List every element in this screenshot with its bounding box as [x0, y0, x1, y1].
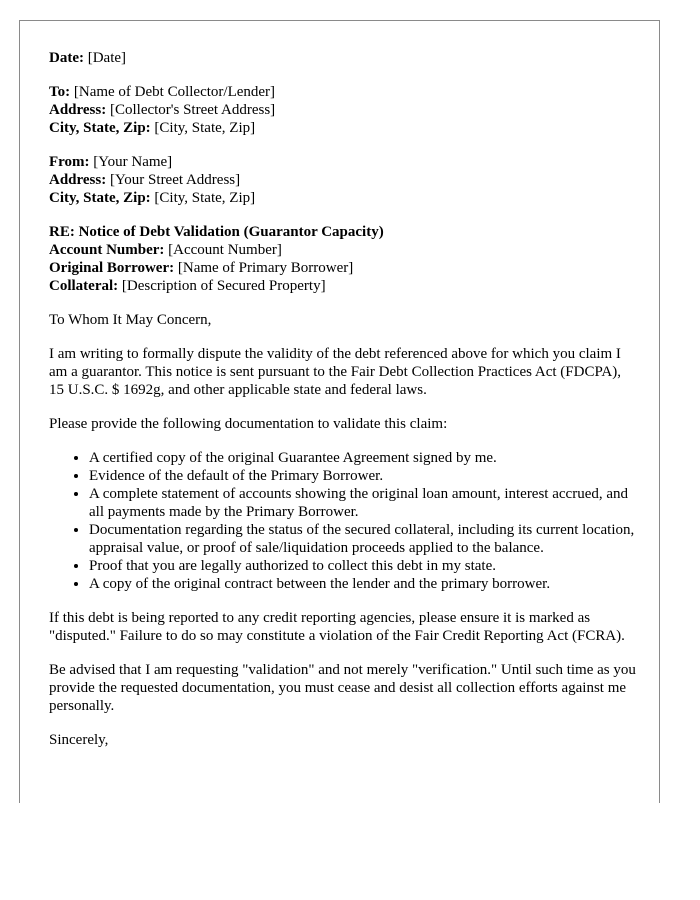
documentation-list: [49, 449, 639, 593]
date-value: [Date]: [83, 50, 127, 66]
request-intro-paragraph: Please provide the following documentation to validate this claim:: [49, 416, 448, 432]
credit-reporting-paragraph: If this debt is being reported to any credit reporting agencies, please ensure it is marked as "disputed." Failure to do so may constitute a violation of the Fair Credit Reporting Act (FCRA).: [49, 610, 625, 644]
from-csz-line: [49, 189, 639, 207]
reference-block: [49, 223, 639, 295]
to-address-value: [Collector's Street Address]: [106, 102, 276, 118]
date-block: [49, 49, 639, 67]
borrower-label: Original Borrower:: [49, 260, 175, 276]
closing: Sincerely,: [49, 732, 109, 748]
to-value: [Name of Debt Collector/Lender]: [70, 84, 276, 100]
recipient-block: [49, 83, 639, 137]
collateral-label: Collateral:: [49, 278, 119, 294]
dispute-paragraph: I am writing to formally dispute the validity of the debt referenced above for which you claim I am a guarantor. This notice is sent pursuant to the Fair Debt Collection Practices Act (FDCPA), 15 U.S.C. $ 1692g, and other applicable state and federal laws.: [49, 346, 621, 398]
sender-block: [49, 153, 639, 207]
collateral-value: [Description of Secured Property]: [118, 278, 326, 294]
list-item: • Documentation regarding the status of the secured collateral, including its current location, appraisal value, or proof of sale/liquidation proceeds applied to the balance.: [89, 521, 639, 557]
to-address-label: Address:: [49, 102, 107, 118]
list-item: • Proof that you are legally authorized to collect this debt in my state.: [89, 557, 639, 575]
list-item: • A copy of the original contract between the lender and the primary borrower.: [89, 575, 639, 593]
re-line: [49, 223, 639, 241]
from-csz-value: [City, State, Zip]: [150, 190, 256, 206]
from-line: [49, 153, 639, 171]
list-item: • Evidence of the default of the Primary Borrower.: [89, 467, 639, 485]
letter-content: [49, 49, 639, 765]
letter-page: [19, 20, 660, 803]
from-address-line: [49, 171, 639, 189]
re-label: RE: Notice of Debt Validation (Guarantor Capacity): [49, 224, 384, 240]
to-line: [49, 83, 639, 101]
borrower-value: [Name of Primary Borrower]: [174, 260, 354, 276]
account-label: Account Number:: [49, 242, 165, 258]
account-line: [49, 241, 639, 259]
list-item: • A complete statement of accounts showing the original loan amount, interest accrued, and all payments made by the Primary Borrower.: [89, 485, 639, 521]
date-line: [49, 49, 639, 67]
cease-desist-paragraph: Be advised that I am requesting "validation" and not merely "verification." Until such time as you provide the requested documentation, you must cease and desist all collection efforts against me personally.: [49, 662, 636, 714]
from-label: From:: [49, 154, 90, 170]
from-address-label: Address:: [49, 172, 107, 188]
list-item: • A certified copy of the original Guarantee Agreement signed by me.: [89, 449, 639, 467]
from-value: [Your Name]: [89, 154, 173, 170]
from-csz-label: City, State, Zip:: [49, 190, 151, 206]
date-label: Date:: [49, 50, 84, 66]
collateral-line: [49, 277, 639, 295]
to-address-line: [49, 101, 639, 119]
to-label: To:: [49, 84, 71, 100]
to-csz-value: [City, State, Zip]: [150, 120, 256, 136]
to-csz-line: [49, 119, 639, 137]
salutation: To Whom It May Concern,: [49, 312, 212, 328]
from-address-value: [Your Street Address]: [106, 172, 241, 188]
borrower-line: [49, 259, 639, 277]
account-value: [Account Number]: [164, 242, 282, 258]
to-csz-label: City, State, Zip:: [49, 120, 151, 136]
